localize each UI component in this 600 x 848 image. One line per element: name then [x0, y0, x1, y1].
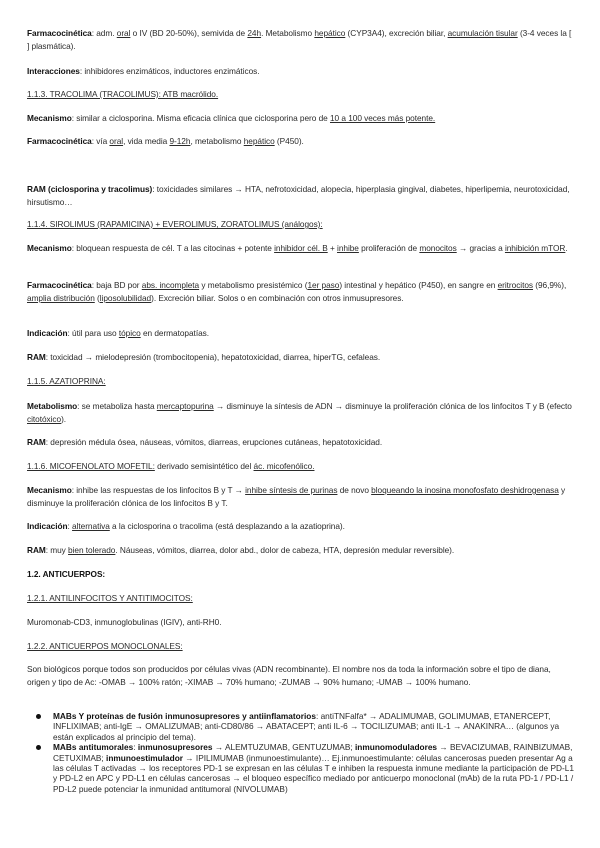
heading-1-1-6: 1.1.6. MICOFENOLATO MOFETIL: derivado semisintético del ác. micofenólico. — [27, 461, 315, 471]
monoclonales-paragraph: Son biológicos porque todos son producidos por células vivas (ADN recombinante). El nombre nos da toda la información sobre el tipo de diana, origen y tipo de Ac: -OMAB → 100% ratón; -XIMAB → 70% humano; -ZUMAB → 90% humano; -UMAB → 100% humano. — [27, 664, 551, 687]
indicacion-sirolimus-paragraph: Indicación: útil para uso tópico en dermatopatías. — [27, 328, 209, 338]
metabolismo-azatioprina-paragraph: Metabolismo: se metaboliza hasta mercaptopurina → disminuye la síntesis de ADN → disminuye la proliferación clónica de los linfocitos T y B (efecto citotóxico). — [27, 401, 572, 424]
mecanismo-micofenolato-paragraph: Mecanismo: inhibe las respuestas de los linfocitos B y T → inhibe síntesis de purinas de novo bloqueando la inosina monofosfato deshidrogenasa y disminuye la proliferación clónica de los linfocitos B y T. — [27, 485, 566, 508]
heading-1-1-5: 1.1.5. AZATIOPRINA: — [27, 376, 106, 386]
bullet-icon — [36, 745, 41, 750]
mabs-bullet-list — [27, 711, 575, 794]
mecanismo-tracolima-paragraph: Mecanismo: similar a ciclosporina. Misma eficacia clínica que ciclosporina pero de 10 a 100 veces más potente. — [27, 113, 436, 123]
ram-ciclosporina-paragraph: RAM (ciclosporina y tracolimus): toxicidades similares → HTA, nefrotoxicidad, alopecia, hiperplasia gingival, diabetes, hiperlipemia, neurotoxicidad, hirsutismo… — [27, 184, 570, 207]
antilinfocitos-paragraph: Muromonab-CD3, inmunoglobulinas (IGIV), anti-RH0. — [27, 617, 222, 627]
interacciones-paragraph: Interacciones: inhibidores enzimáticos, inductores enzimáticos. — [27, 66, 260, 76]
farmacocinetica-sirolimus-paragraph: Farmacocinética: baja BD por abs. incompleta y metabolismo presistémico (1er paso) intestinal y hepático (P450), en sangre en eritrocitos (96,9%), amplia distribución (liposolubilidad). Excreción biliar. Solos o en combinación con otros inmusupresores. — [27, 280, 567, 303]
ram-micofenolato-paragraph: RAM: muy bien tolerado. Náuseas, vómitos, diarrea, dolor abd., dolor de cabeza, HTA, depresión medular reversible). — [27, 545, 455, 555]
list-item: MABs Y proteínas de fusión inmunosupresores y antiinflamatorios: antiTNFalfa* → ADALIMUMAB, GOLIMUMAB, ETANERCEPT, INFLIXIMAB; anti-IgE → OMALIZUMAB; anti-CD80/86 → ABATACEPT; anti IL-6 → TOCILIZUMAB; anti IL-1 → ANAKINRA… (algunos ya están explicados al principio del tema). — [27, 711, 575, 742]
ram-sirolimus-paragraph: RAM: toxicidad → mielodepresión (trombocitopenia), hepatotoxicidad, diarrea, hiperTG, cefaleas. — [27, 352, 381, 362]
heading-1-2-1: 1.2.1. ANTILINFOCITOS Y ANTITIMOCITOS: — [27, 593, 193, 603]
bullet-icon — [36, 714, 41, 719]
farmacocinetica-tracolima-paragraph: Farmacocinética: vía oral, vida media 9-12h, metabolismo hepático (P450). — [27, 136, 304, 146]
heading-1-2: 1.2. ANTICUERPOS: — [27, 569, 106, 579]
ram-azatioprina-paragraph: RAM: depresión médula ósea, náuseas, vómitos, diarreas, erupciones cutáneas, hepatotoxicidad. — [27, 437, 383, 447]
heading-1-2-2: 1.2.2. ANTICUERPOS MONOCLONALES: — [27, 641, 183, 651]
indicacion-micofenolato-paragraph: Indicación: alternativa a la ciclosporina o tracolima (está desplazando a la azatioprina). — [27, 521, 345, 531]
list-item: MABs antitumorales: inmunosupresores → ALEMTUZUMAB, GENTUZUMAB; inmunomoduladores → BEVACIZUMAB, RAINBIZUMAB, CETUXIMAB; inmunoestimulador → IPILIMUMAB (inmunoestimulante)… Ej.inmunoestimulante: células cancerosas pueden presentar Ag a las células T activadas → los receptores PD-1 se expresan en las células T e inhiben la respuesta inmune mediante la participación de PD-L1 y PD-L2 en APC y PD-L1 en células cancerosas → el bloqueo específico mediado por anticuerpo monoclonal (mAb) de la ruta PD-1 / PD-L1 / PD-L2 puede potenciar la inmunidad antitumoral (NIVOLUMAB) — [27, 742, 575, 794]
mecanismo-sirolimus-paragraph: Mecanismo: bloquean respuesta de cél. T a las citocinas + potente inhibidor cél. B + inhibe proliferación de monocitos → gracias a inhibición mTOR. — [27, 243, 568, 253]
farmacocinetica-paragraph: Farmacocinética: adm. oral o IV (BD 20-50%), semivida de 24h. Metabolismo hepático (CYP3A4), excreción biliar, acumulación tisular (3-4 veces la [ ] plasmática). — [27, 28, 572, 51]
heading-1-1-4: 1.1.4. SIROLIMUS (RAPAMICINA) + EVEROLIMUS, ZORATOLIMUS (análogos): — [27, 219, 323, 229]
heading-1-1-3: 1.1.3. TRACOLIMA (TRACOLIMUS): ATB macrólido. — [27, 89, 219, 99]
